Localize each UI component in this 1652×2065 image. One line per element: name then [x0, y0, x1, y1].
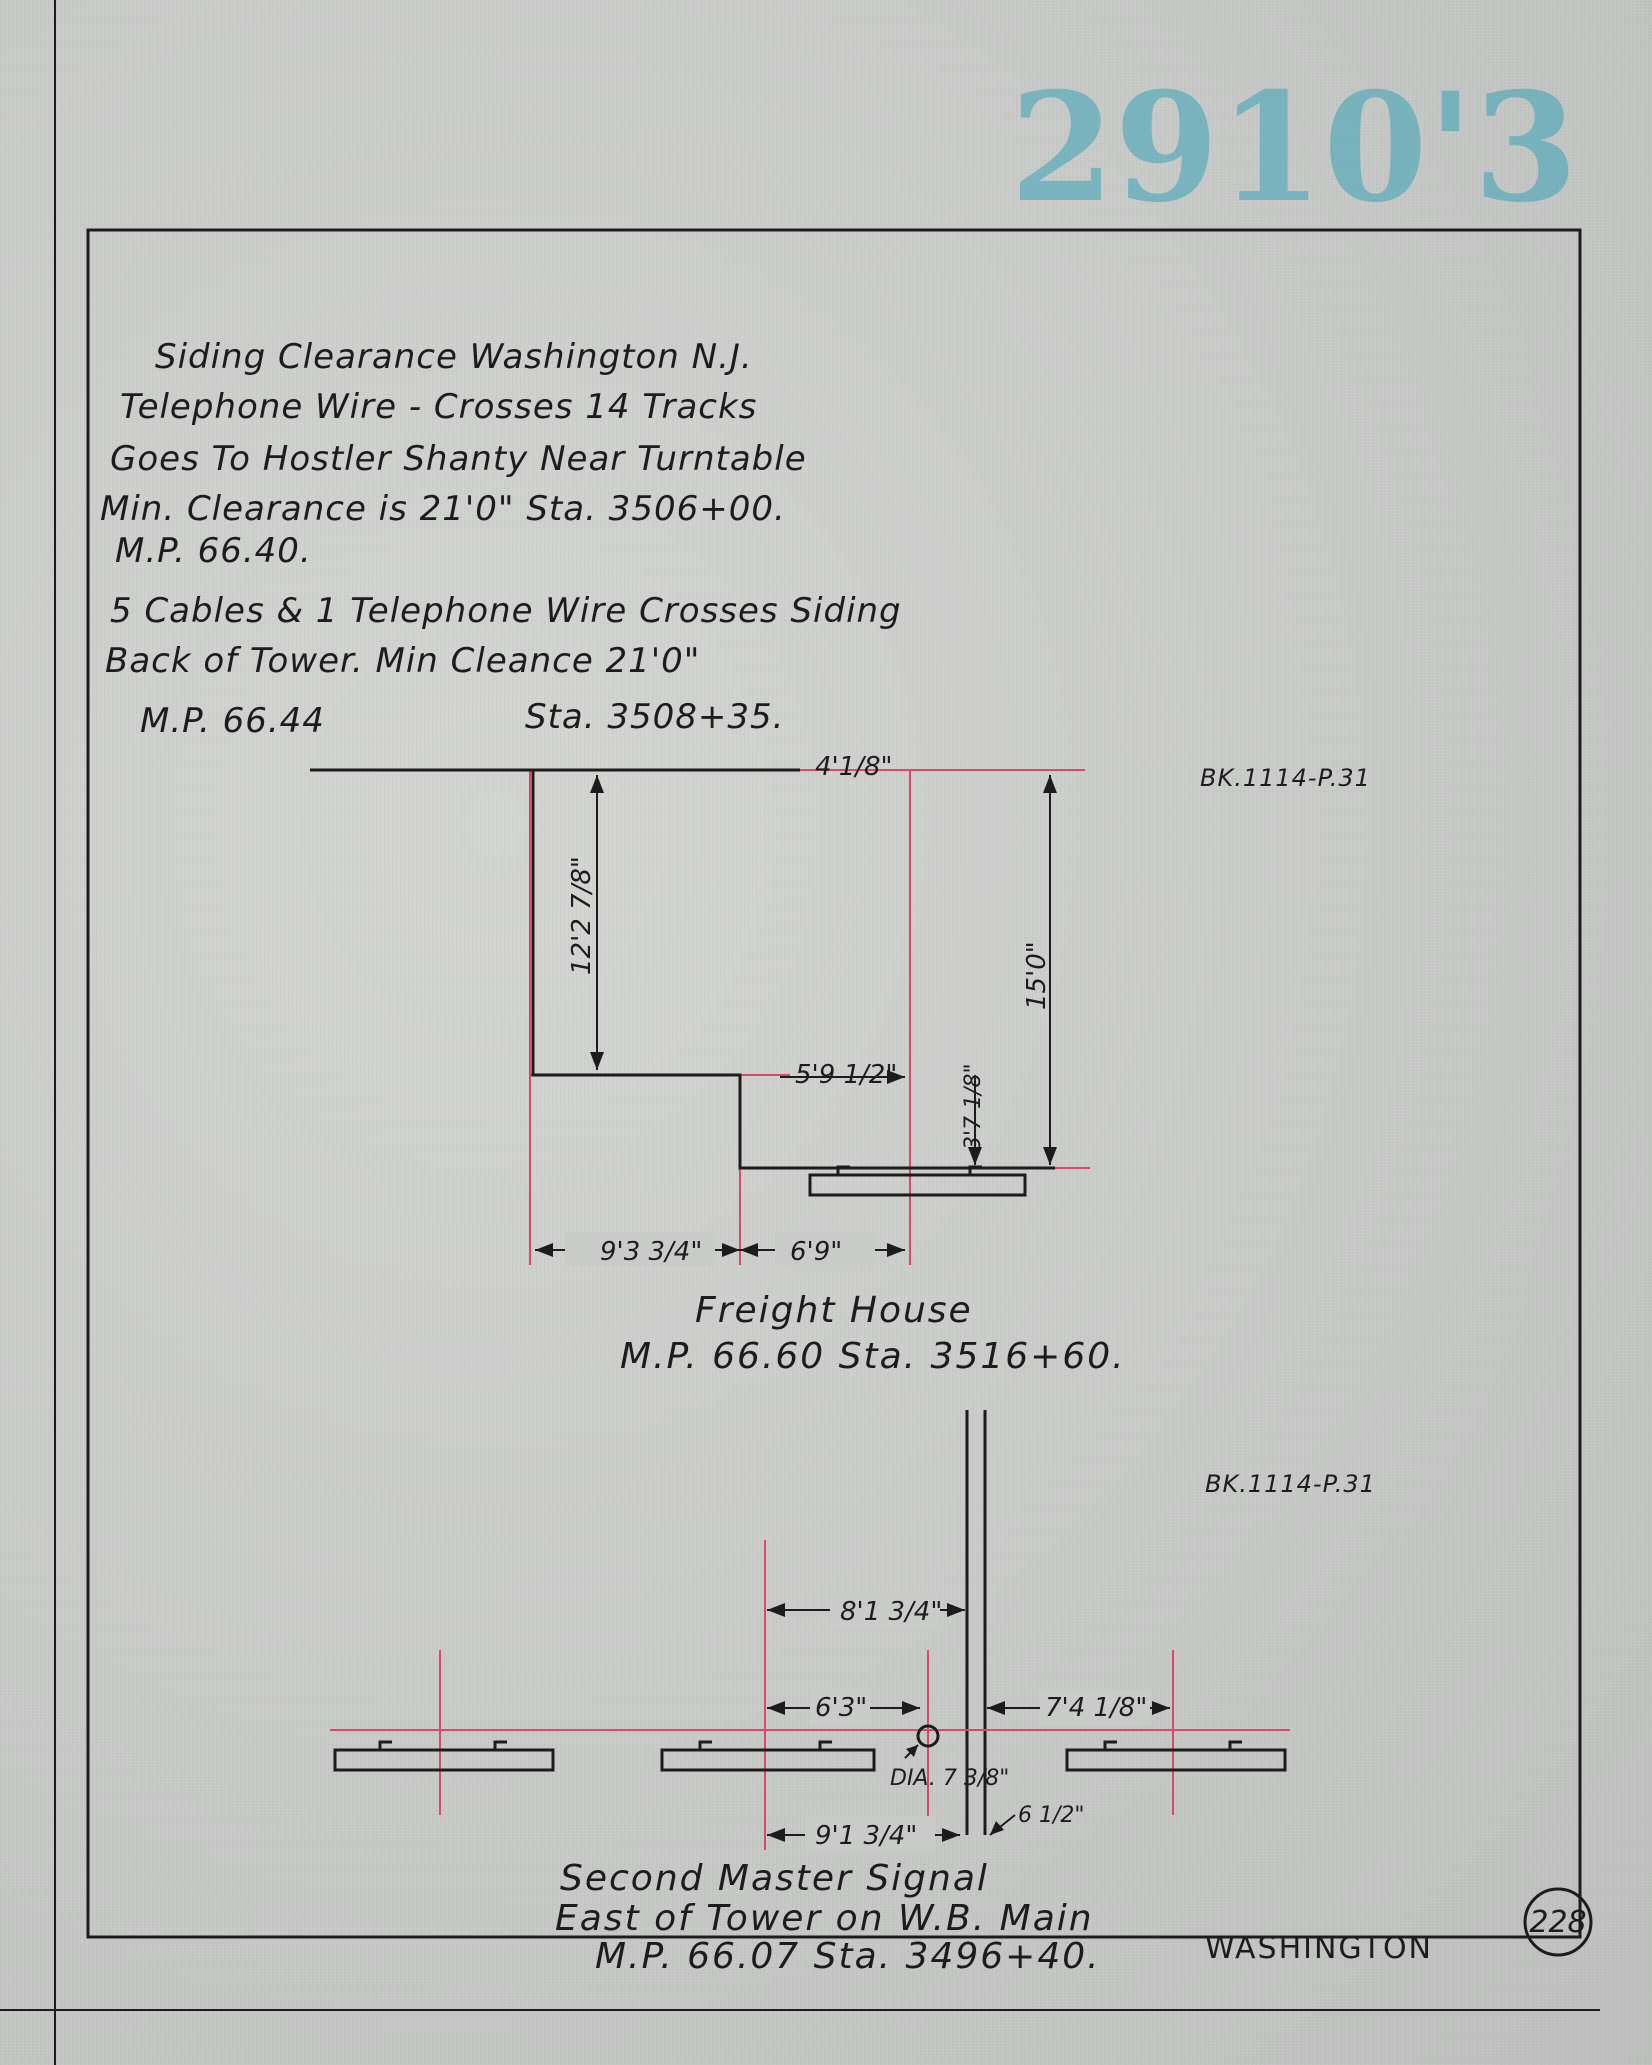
signal-caption-location: East of Tower on W.B. Main	[555, 1898, 1094, 1939]
note-line-5: M.P. 66.40.	[115, 531, 312, 571]
sheet-stamp: 2910'3	[1010, 60, 1578, 236]
signal-ref: BK.1114-P.31	[1205, 1470, 1376, 1498]
note-line-9: Sta. 3508+35.	[525, 697, 785, 737]
dim-top-offset: 4'1/8"	[815, 752, 893, 782]
freight-caption-title: Freight House	[695, 1290, 973, 1331]
dim-to-post: 6'3"	[815, 1693, 868, 1723]
note-line-1: Siding Clearance Washington N.J.	[155, 337, 753, 377]
dim-right-offset: 7'4 1/8"	[1045, 1693, 1148, 1723]
freight-house-diagram	[310, 752, 1371, 1377]
dim-to-mast-lower: 9'1 3/4"	[815, 1821, 918, 1851]
note-line-3: Goes To Hostler Shanty Near Turntable	[110, 439, 807, 479]
freight-caption-location: M.P. 66.60 Sta. 3516+60.	[620, 1336, 1126, 1377]
note-line-8: M.P. 66.44	[140, 701, 325, 741]
signal-diagram	[330, 1410, 1376, 1977]
signal-caption-station: M.P. 66.07 Sta. 3496+40.	[595, 1936, 1101, 1977]
note-line-7: Back of Tower. Min Cleance 21'0"	[105, 641, 701, 681]
dim-step-height: 3'7 1/8"	[961, 1063, 986, 1150]
location-label: WASHINGTON	[1205, 1931, 1433, 1966]
note-line-6: 5 Cables & 1 Telephone Wire Crosses Siding	[110, 591, 902, 631]
dim-height-left: 12'2 7/8"	[567, 856, 597, 975]
dim-step-width: 5'9 1/2"	[795, 1060, 898, 1090]
sheet-number: 228	[1529, 1905, 1587, 1940]
note-line-4: Min. Clearance is 21'0" Sta. 3506+00.	[100, 489, 786, 529]
dim-mast-width: 6 1/2"	[1018, 1803, 1085, 1828]
dim-dia: DIA. 7 3/8"	[890, 1766, 1010, 1791]
notes-block	[100, 337, 902, 741]
signal-caption-title: Second Master Signal	[560, 1858, 989, 1899]
note-line-2: Telephone Wire - Crosses 14 Tracks	[120, 387, 758, 427]
freight-ref: BK.1114-P.31	[1200, 764, 1371, 792]
dim-height-right: 15'0"	[1022, 941, 1052, 1010]
dim-base-left: 9'3 3/4"	[600, 1237, 703, 1267]
dim-to-mast-upper: 8'1 3/4"	[840, 1597, 943, 1627]
dim-base-right: 6'9"	[790, 1237, 843, 1267]
